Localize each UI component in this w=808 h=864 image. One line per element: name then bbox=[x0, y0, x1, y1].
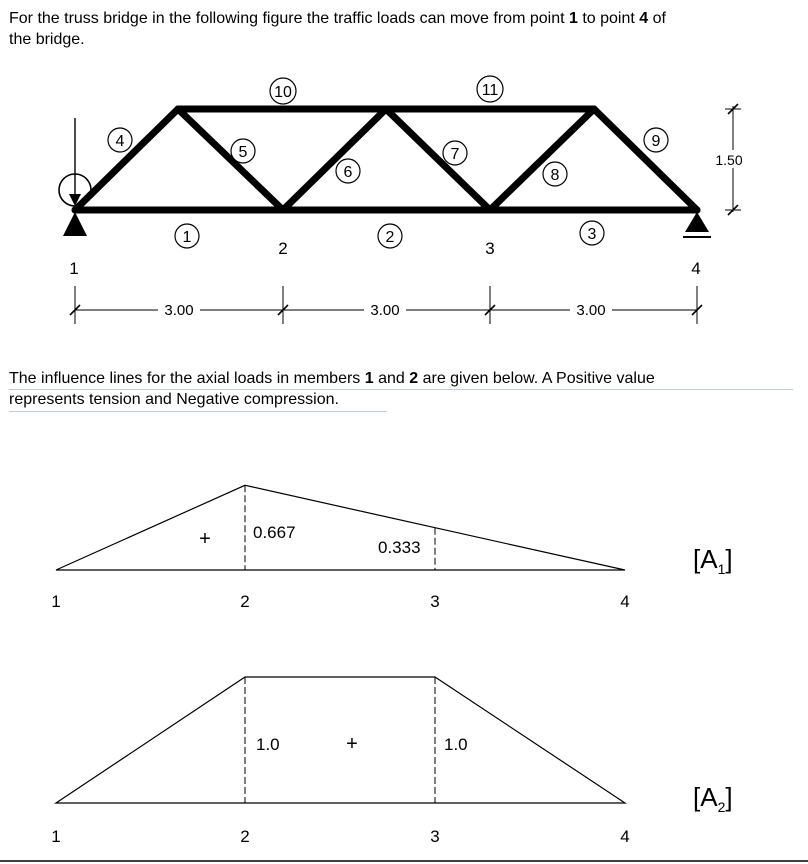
member-label bbox=[378, 224, 402, 248]
member-label bbox=[644, 128, 668, 152]
span-dim-label: 3.00 bbox=[370, 302, 400, 319]
svg-text:6: 6 bbox=[343, 164, 353, 181]
joint-label: 2 bbox=[278, 239, 288, 258]
moving-load-arrow bbox=[59, 118, 91, 206]
influence-line-a2 bbox=[51, 677, 732, 846]
point-label: 1 bbox=[51, 592, 61, 611]
truss-members bbox=[75, 109, 697, 210]
ordinate-value: 1.0 bbox=[444, 735, 468, 754]
point-label: 2 bbox=[240, 827, 250, 846]
joint-label: 3 bbox=[485, 239, 495, 258]
member-label bbox=[477, 76, 503, 102]
member-label bbox=[270, 78, 296, 104]
member-8-line bbox=[490, 109, 594, 210]
span-dim-label: 3.00 bbox=[576, 302, 606, 319]
member-9-line bbox=[594, 109, 697, 210]
member-label bbox=[543, 162, 567, 186]
point-label: 3 bbox=[430, 827, 440, 846]
svg-text:11: 11 bbox=[481, 82, 499, 99]
member-label bbox=[175, 224, 199, 248]
svg-text:3: 3 bbox=[587, 226, 597, 243]
positive-sign: + bbox=[199, 528, 211, 550]
point-label: 3 bbox=[430, 592, 440, 611]
height-dim-label: 1.50 bbox=[715, 152, 743, 168]
roller-support-right bbox=[685, 212, 709, 232]
influence-line-a1 bbox=[51, 485, 732, 611]
problem-intro: For the truss bridge in the following figure the traffic loads can move from point 1 to point 4 of the bridge. bbox=[9, 10, 666, 48]
member-label bbox=[336, 159, 360, 183]
svg-text:4: 4 bbox=[115, 133, 125, 150]
pin-support-left bbox=[63, 212, 87, 236]
point-label: 4 bbox=[620, 592, 630, 611]
ordinate-value: 0.333 bbox=[378, 538, 421, 557]
svg-text:5: 5 bbox=[238, 144, 248, 161]
member-label bbox=[231, 139, 255, 163]
diagram-label-a1: $[A_1]$ bbox=[693, 544, 733, 577]
influence-diagram-outline bbox=[56, 485, 625, 570]
diagram-label-a2: $[A_2]$ bbox=[693, 782, 733, 815]
point-label: 4 bbox=[620, 827, 630, 846]
member-6-line bbox=[283, 109, 386, 210]
member-label bbox=[443, 141, 467, 165]
point-label: 2 bbox=[240, 592, 250, 611]
svg-text:1: 1 bbox=[182, 229, 192, 246]
svg-text:10: 10 bbox=[274, 84, 292, 101]
point-label: 1 bbox=[51, 827, 61, 846]
joint-label: 1 bbox=[69, 259, 79, 278]
positive-sign: + bbox=[346, 733, 358, 755]
ordinate-value: 1.0 bbox=[256, 735, 280, 754]
member-7-line bbox=[386, 109, 490, 210]
span-dim-label: 3.00 bbox=[164, 302, 194, 319]
svg-text:7: 7 bbox=[450, 146, 460, 163]
influence-diagram-outline bbox=[56, 677, 625, 803]
truss-diagram bbox=[59, 76, 747, 324]
influence-description: The influence lines for the axial loads in members 1 and 2 are given below. A Positive value represents tension and Negative compression. bbox=[9, 370, 655, 408]
member-label bbox=[580, 221, 604, 245]
member-5-line bbox=[178, 109, 283, 210]
member-label bbox=[108, 128, 132, 152]
svg-text:2: 2 bbox=[385, 229, 395, 246]
svg-text:8: 8 bbox=[550, 167, 560, 184]
ordinate-value: 0.667 bbox=[253, 523, 296, 542]
joint-label: 4 bbox=[691, 259, 701, 278]
svg-text:9: 9 bbox=[651, 133, 661, 150]
